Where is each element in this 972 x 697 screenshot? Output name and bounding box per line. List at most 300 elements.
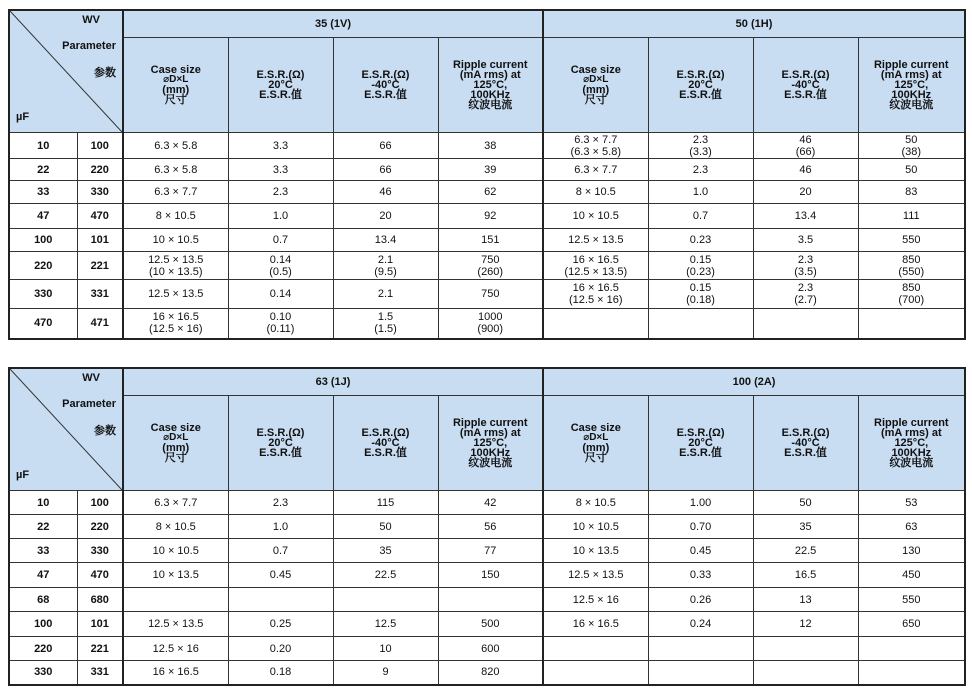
spec-cell bbox=[543, 309, 648, 339]
spec-value: (0.18) bbox=[686, 294, 715, 306]
spec-value: 8 × 10.5 bbox=[575, 496, 616, 509]
spec-value: 0.14 bbox=[269, 253, 292, 266]
spec-value: (9.5) bbox=[374, 265, 397, 278]
capacitance-cell: 33 bbox=[9, 181, 77, 204]
voltage-group-row bbox=[9, 368, 965, 396]
column-header bbox=[333, 38, 438, 133]
spec-value: 10 × 10.5 bbox=[572, 520, 619, 533]
spec-cell bbox=[333, 612, 438, 637]
spec-cell bbox=[438, 491, 543, 515]
spec-value: 0.7 bbox=[272, 234, 289, 246]
spec-value: 6.3 × 7.7 bbox=[154, 186, 198, 198]
spec-cell bbox=[753, 204, 858, 229]
spec-cell bbox=[123, 515, 228, 539]
spec-value: 115 bbox=[376, 496, 395, 509]
table-row bbox=[9, 637, 965, 661]
column-header bbox=[543, 38, 648, 133]
code-cell: 101 bbox=[77, 612, 123, 637]
column-header-line: -40°C bbox=[371, 79, 400, 91]
spec-value: (550) bbox=[898, 265, 925, 278]
spec-value: (900) bbox=[477, 323, 504, 336]
column-header-line: 纹波电流 bbox=[889, 99, 934, 111]
column-header-line: 125°C, bbox=[894, 79, 929, 91]
spec-cell bbox=[543, 229, 648, 252]
spec-cell bbox=[858, 612, 965, 637]
spec-cell bbox=[648, 204, 753, 229]
table-row bbox=[9, 280, 965, 309]
column-header bbox=[543, 396, 648, 491]
spec-value: 16 × 16.5 bbox=[152, 666, 199, 679]
spec-cell bbox=[333, 229, 438, 252]
capacitance-cell: 220 bbox=[9, 252, 77, 280]
parameter-cn-label: 参数 bbox=[94, 67, 116, 79]
spec-value: 0.7 bbox=[272, 544, 289, 557]
spec-value: (12.5 × 16) bbox=[148, 323, 203, 336]
spec-cell bbox=[333, 539, 438, 563]
spec-cell bbox=[123, 252, 228, 280]
spec-value: (12.5 × 16) bbox=[569, 294, 623, 306]
spec-value: 850 bbox=[902, 253, 921, 266]
spec-cell bbox=[858, 181, 965, 204]
spec-cell bbox=[228, 515, 333, 539]
spec-cell bbox=[228, 661, 333, 685]
column-header-line: E.S.R.(Ω) bbox=[361, 427, 410, 439]
spec-cell bbox=[753, 491, 858, 515]
spec-cell bbox=[333, 588, 438, 612]
spec-value: 46 bbox=[799, 163, 812, 176]
column-header bbox=[648, 38, 753, 133]
table-row bbox=[9, 515, 965, 539]
spec-cell bbox=[228, 252, 333, 280]
spec-cell bbox=[438, 204, 543, 229]
spec-value: 150 bbox=[481, 569, 500, 581]
column-header-line: (mA rms) at bbox=[880, 69, 942, 81]
spec-value: 3.5 bbox=[797, 234, 814, 246]
spec-value: 66 bbox=[379, 163, 392, 176]
spec-cell bbox=[543, 159, 648, 181]
spec-cell bbox=[543, 563, 648, 588]
column-header-line: 尺寸 bbox=[584, 94, 607, 106]
spec-cell bbox=[753, 181, 858, 204]
table-row bbox=[9, 491, 965, 515]
spec-value: (3.3) bbox=[689, 145, 712, 158]
spec-cell bbox=[228, 229, 333, 252]
spec-cell bbox=[438, 637, 543, 661]
column-header-line: ⌀D×L bbox=[583, 432, 609, 443]
spec-cell bbox=[123, 637, 228, 661]
column-header-line: E.S.R.值 bbox=[364, 89, 407, 101]
column-header bbox=[228, 396, 333, 491]
spec-value: 0.45 bbox=[689, 544, 712, 557]
column-header-line: 125°C, bbox=[473, 79, 508, 91]
spec-value: 8 × 10.5 bbox=[575, 186, 616, 198]
spec-value: 10 × 10.5 bbox=[152, 234, 199, 246]
voltage-group-header: 50 (1H) bbox=[543, 10, 965, 38]
spec-value: 0.15 bbox=[689, 282, 712, 294]
spec-value: 0.14 bbox=[269, 288, 292, 300]
spec-cell bbox=[438, 159, 543, 181]
spec-cell bbox=[123, 539, 228, 563]
spec-value: 50 bbox=[379, 520, 392, 533]
column-header-line: Case size bbox=[150, 422, 201, 434]
table-row bbox=[9, 181, 965, 204]
column-header-line: E.S.R.值 bbox=[679, 447, 722, 459]
spec-cell bbox=[858, 515, 965, 539]
spec-value: 450 bbox=[902, 569, 921, 581]
capacitance-cell: 220 bbox=[9, 637, 77, 661]
spec-value: 12.5 × 13.5 bbox=[568, 569, 624, 581]
column-header-line: Case size bbox=[570, 64, 621, 76]
code-cell: 220 bbox=[77, 515, 123, 539]
spec-value: 83 bbox=[905, 186, 918, 198]
spec-cell bbox=[858, 252, 965, 280]
spec-cell bbox=[438, 252, 543, 280]
spec-cell bbox=[228, 204, 333, 229]
spec-cell bbox=[123, 229, 228, 252]
spec-cell bbox=[123, 133, 228, 159]
spec-cell bbox=[543, 181, 648, 204]
spec-value: 6.3 × 7.7 bbox=[574, 163, 618, 176]
spec-value: (10 × 13.5) bbox=[148, 265, 203, 278]
spec-cell bbox=[648, 661, 753, 685]
uf-label: µF bbox=[16, 469, 30, 481]
column-header bbox=[648, 396, 753, 491]
spec-value: 9 bbox=[382, 666, 389, 679]
spec-cell bbox=[543, 133, 648, 159]
spec-cell bbox=[123, 159, 228, 181]
spec-cell bbox=[228, 539, 333, 563]
spec-value: 92 bbox=[484, 210, 497, 222]
spec-value: 63 bbox=[905, 520, 918, 533]
column-header-line: Ripple current bbox=[873, 59, 949, 71]
column-header-line: ⌀D×L bbox=[163, 74, 189, 85]
spec-value: 10 × 13.5 bbox=[572, 544, 619, 557]
spec-value: 1000 bbox=[478, 311, 503, 324]
table-row bbox=[9, 588, 965, 612]
spec-cell bbox=[753, 661, 858, 685]
spec-value: 53 bbox=[905, 496, 918, 509]
capacitance-cell: 470 bbox=[9, 309, 77, 339]
table-row bbox=[9, 563, 965, 588]
spec-cell bbox=[228, 309, 333, 339]
voltage-group-row bbox=[9, 10, 965, 38]
column-header-line: E.S.R.(Ω) bbox=[781, 427, 830, 439]
spec-cell bbox=[648, 612, 753, 637]
spec-cell bbox=[543, 588, 648, 612]
spec-value: 10 bbox=[379, 642, 392, 655]
column-header-line: 尺寸 bbox=[164, 94, 187, 106]
code-cell: 221 bbox=[77, 252, 123, 280]
spec-value: 750 bbox=[481, 253, 500, 266]
spec-cell bbox=[123, 563, 228, 588]
spec-value: 56 bbox=[484, 520, 497, 533]
spec-value: 130 bbox=[902, 544, 921, 557]
spec-value: 16 × 16.5 bbox=[572, 253, 619, 266]
spec-cell bbox=[333, 133, 438, 159]
spec-value: 12.5 × 16 bbox=[572, 593, 619, 606]
column-header-line: 纹波电流 bbox=[468, 99, 513, 111]
column-header-line: Case size bbox=[150, 64, 201, 76]
column-header bbox=[753, 396, 858, 491]
capacitance-cell: 47 bbox=[9, 204, 77, 229]
spec-cell bbox=[123, 661, 228, 685]
capacitance-cell: 22 bbox=[9, 159, 77, 181]
wv-label: WV bbox=[82, 14, 100, 26]
spec-cell bbox=[858, 491, 965, 515]
table-row bbox=[9, 159, 965, 181]
table-row bbox=[9, 309, 965, 339]
spec-value: 550 bbox=[902, 593, 921, 606]
spec-value: 8 × 10.5 bbox=[155, 520, 196, 533]
spec-value: 0.18 bbox=[269, 666, 292, 679]
spec-cell bbox=[123, 309, 228, 339]
spec-value: 0.7 bbox=[692, 210, 709, 222]
spec-value: 12.5 × 13.5 bbox=[148, 618, 204, 630]
spec-cell bbox=[333, 309, 438, 339]
spec-value: 35 bbox=[799, 520, 812, 533]
spec-value: 820 bbox=[481, 666, 500, 679]
spec-value: 12.5 bbox=[374, 618, 397, 630]
table-row bbox=[9, 252, 965, 280]
table-row bbox=[9, 133, 965, 159]
column-header-line: 纹波电流 bbox=[468, 457, 513, 469]
spec-cell bbox=[753, 588, 858, 612]
column-header-line: (mm) bbox=[582, 442, 610, 454]
spec-cell bbox=[753, 612, 858, 637]
spec-value: 1.00 bbox=[689, 496, 712, 509]
spec-cell bbox=[438, 661, 543, 685]
spec-value: 22.5 bbox=[794, 544, 817, 557]
spec-value: 39 bbox=[484, 163, 497, 176]
spec-value: 151 bbox=[481, 234, 500, 246]
spec-value: 1.0 bbox=[692, 186, 709, 198]
spec-cell bbox=[543, 539, 648, 563]
capacitor-spec-table-2 bbox=[8, 367, 966, 686]
spec-value: 50 bbox=[905, 133, 918, 146]
spec-value: 550 bbox=[902, 234, 921, 246]
code-cell: 680 bbox=[77, 588, 123, 612]
spec-cell bbox=[648, 491, 753, 515]
spec-cell bbox=[543, 491, 648, 515]
spec-cell bbox=[648, 229, 753, 252]
spec-cell bbox=[228, 491, 333, 515]
spec-cell bbox=[333, 661, 438, 685]
spec-cell bbox=[438, 563, 543, 588]
column-header-line: 20°C bbox=[268, 437, 293, 449]
spec-value: 0.23 bbox=[689, 234, 712, 246]
table-row bbox=[9, 539, 965, 563]
spec-cell bbox=[753, 309, 858, 339]
spec-value: 1.0 bbox=[272, 520, 289, 533]
spec-cell bbox=[648, 280, 753, 309]
column-header-row bbox=[9, 38, 965, 133]
table-row bbox=[9, 229, 965, 252]
spec-value: 42 bbox=[484, 496, 497, 509]
spec-cell bbox=[228, 588, 333, 612]
spec-value: 2.3 bbox=[272, 186, 289, 198]
spec-cell bbox=[648, 133, 753, 159]
spec-cell bbox=[438, 515, 543, 539]
code-cell: 100 bbox=[77, 133, 123, 159]
spec-cell bbox=[333, 181, 438, 204]
spec-value: 111 bbox=[902, 210, 920, 222]
spec-cell bbox=[333, 637, 438, 661]
spec-cell bbox=[753, 252, 858, 280]
code-cell: 331 bbox=[77, 661, 123, 685]
spec-cell bbox=[753, 515, 858, 539]
table-row bbox=[9, 661, 965, 685]
code-cell: 330 bbox=[77, 181, 123, 204]
spec-cell bbox=[543, 612, 648, 637]
spec-cell bbox=[858, 637, 965, 661]
spec-value: 13.4 bbox=[374, 234, 397, 246]
spec-cell bbox=[648, 588, 753, 612]
spec-value: 46 bbox=[799, 133, 812, 146]
spec-cell bbox=[123, 204, 228, 229]
spec-value: 0.20 bbox=[269, 642, 292, 655]
column-header-row bbox=[9, 396, 965, 491]
column-header-line: E.S.R.值 bbox=[679, 89, 722, 101]
spec-cell bbox=[648, 309, 753, 339]
spec-cell bbox=[438, 539, 543, 563]
column-header-line: -40°C bbox=[791, 437, 820, 449]
spec-cell bbox=[228, 181, 333, 204]
spec-cell bbox=[648, 181, 753, 204]
column-header-line: 20°C bbox=[688, 437, 713, 449]
spec-value: 0.70 bbox=[689, 520, 712, 533]
column-header-line: 125°C, bbox=[473, 437, 508, 449]
spec-value: 2.1 bbox=[377, 288, 394, 300]
voltage-group-header: 63 (1J) bbox=[123, 368, 543, 396]
uf-label: µF bbox=[16, 111, 30, 123]
spec-value: 38 bbox=[484, 139, 497, 152]
column-header-line: E.S.R.值 bbox=[364, 447, 407, 459]
spec-value: 16.5 bbox=[794, 569, 817, 581]
spec-cell bbox=[648, 563, 753, 588]
capacitance-cell: 22 bbox=[9, 515, 77, 539]
spec-value: 20 bbox=[379, 210, 392, 222]
column-header-line: Ripple current bbox=[874, 417, 949, 429]
column-header-line: (mA rms) at bbox=[880, 427, 942, 439]
code-cell: 221 bbox=[77, 637, 123, 661]
column-header-line: 纹波电流 bbox=[889, 457, 934, 469]
column-header-line: (mm) bbox=[162, 442, 190, 454]
column-header-line: (mA rms) at bbox=[459, 69, 521, 81]
parameter-cn-label: 参数 bbox=[94, 425, 116, 437]
spec-value: 2.3 bbox=[272, 496, 289, 509]
spec-cell bbox=[333, 491, 438, 515]
column-header-line: 尺寸 bbox=[584, 452, 607, 464]
spec-cell bbox=[438, 181, 543, 204]
voltage-group-header: 35 (1V) bbox=[123, 10, 543, 38]
spec-value: (12.5 × 13.5) bbox=[564, 265, 628, 278]
column-header-line: ⌀D×L bbox=[163, 432, 189, 443]
column-header-line: 100KHz bbox=[470, 447, 511, 459]
spec-cell bbox=[438, 280, 543, 309]
capacitance-cell: 330 bbox=[9, 280, 77, 309]
capacitance-cell: 330 bbox=[9, 661, 77, 685]
column-header-line: ⌀D×L bbox=[583, 74, 609, 85]
spec-value: (3.5) bbox=[794, 265, 817, 278]
spec-value: 6.3 × 7.7 bbox=[574, 133, 618, 146]
spec-cell bbox=[753, 280, 858, 309]
spec-cell bbox=[543, 637, 648, 661]
spec-cell bbox=[438, 229, 543, 252]
spec-cell bbox=[753, 637, 858, 661]
spec-cell bbox=[753, 133, 858, 159]
spec-value: 0.24 bbox=[689, 618, 712, 630]
spec-value: 0.10 bbox=[269, 311, 292, 324]
spec-value: 750 bbox=[481, 288, 500, 300]
spec-cell bbox=[543, 280, 648, 309]
column-header-line: E.S.R.(Ω) bbox=[256, 69, 305, 81]
spec-value: 20 bbox=[799, 186, 812, 198]
spec-value: (0.5) bbox=[269, 265, 292, 278]
column-header-line: Ripple current bbox=[452, 417, 528, 429]
spec-value: 12.5 × 13.5 bbox=[568, 234, 624, 246]
spec-value: 1.5 bbox=[377, 311, 394, 324]
spec-cell bbox=[858, 588, 965, 612]
spec-cell bbox=[333, 563, 438, 588]
spec-value: (38) bbox=[901, 145, 922, 158]
spec-value: 650 bbox=[902, 618, 921, 630]
spec-value: 1.0 bbox=[272, 210, 289, 222]
code-cell: 471 bbox=[77, 309, 123, 339]
spec-value: 2.3 bbox=[692, 133, 709, 146]
capacitance-cell: 10 bbox=[9, 491, 77, 515]
column-header-line: Ripple current bbox=[452, 59, 528, 71]
code-cell: 100 bbox=[77, 491, 123, 515]
spec-value: 10 × 10.5 bbox=[152, 544, 199, 557]
spec-value: 850 bbox=[902, 282, 921, 294]
spec-value: 12 bbox=[799, 618, 812, 630]
spec-value: (1.5) bbox=[374, 323, 397, 336]
spec-cell bbox=[648, 159, 753, 181]
spec-value: (700) bbox=[898, 294, 925, 306]
column-header-line: E.S.R.(Ω) bbox=[256, 427, 305, 439]
spec-value: (260) bbox=[477, 265, 504, 278]
spec-value: 12.5 × 16 bbox=[152, 642, 199, 655]
column-header bbox=[123, 38, 228, 133]
column-header-line: E.S.R.值 bbox=[259, 447, 302, 459]
spec-cell bbox=[648, 637, 753, 661]
spec-value: 0.15 bbox=[689, 253, 712, 266]
spec-value: 66 bbox=[379, 139, 392, 152]
spec-cell bbox=[648, 539, 753, 563]
column-header bbox=[438, 38, 543, 133]
column-header bbox=[753, 38, 858, 133]
spec-value: (0.11) bbox=[266, 323, 295, 336]
spec-value: 46 bbox=[379, 186, 392, 198]
capacitance-cell: 10 bbox=[9, 133, 77, 159]
spec-cell bbox=[648, 515, 753, 539]
column-header-line: 125°C, bbox=[894, 437, 929, 449]
spec-value: (6.3 × 5.8) bbox=[570, 145, 621, 158]
spec-value: 77 bbox=[484, 544, 497, 557]
column-header-line: 20°C bbox=[268, 79, 293, 91]
spec-value: 13.4 bbox=[794, 210, 817, 222]
spec-value: 0.33 bbox=[689, 569, 712, 581]
corner-header-cell bbox=[9, 368, 123, 491]
spec-cell bbox=[543, 661, 648, 685]
parameter-label: Parameter bbox=[62, 40, 116, 52]
spec-cell bbox=[858, 280, 965, 309]
capacitance-cell: 47 bbox=[9, 563, 77, 588]
spec-cell bbox=[333, 159, 438, 181]
capacitance-cell: 33 bbox=[9, 539, 77, 563]
spec-cell bbox=[858, 159, 965, 181]
spec-cell bbox=[123, 612, 228, 637]
